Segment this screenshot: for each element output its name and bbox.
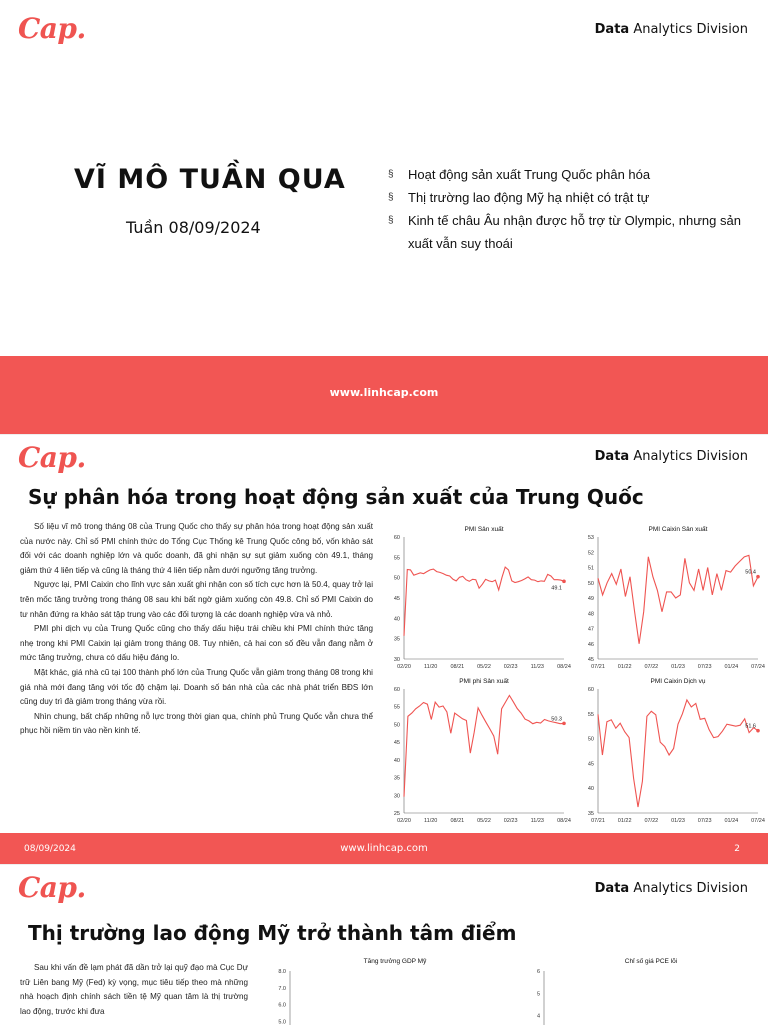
chart-pmi-non-manufacturing	[378, 675, 571, 829]
paragraph: PMI phi dịch vụ của Trung Quốc cũng cho thấy dấu hiệu trái chiều khi PMI chính thức tăng nhẹ trong khi PMI Caixin lại giảm trong tháng 08. Tuy nhiên, cả hai con số đều vẫn đang nằm ở mức tăng trưởng, chưa có dấu hiệu đáng lo.	[20, 624, 373, 663]
section-mark-icon: §	[388, 192, 394, 203]
chart-us-gdp	[256, 955, 506, 1025]
data-label: 50.3	[551, 716, 562, 723]
y-tick-label: 35	[587, 811, 594, 817]
chart-title: PMI Caixin Sản xuất	[648, 526, 708, 533]
x-tick-label: 01/23	[671, 818, 685, 824]
x-tick-label: 07/21	[591, 818, 605, 824]
bullet-item: § Thị trường lao động Mỹ hạ nhiệt có trật tự	[388, 186, 758, 209]
brand-name: Data Analytics Division	[594, 881, 748, 896]
series-line	[404, 695, 564, 796]
cover-bullets	[388, 163, 758, 255]
chart-title: PMI Caixin Dịch vụ	[650, 678, 706, 685]
x-tick-label: 07/24	[751, 818, 765, 824]
chart-title: PMI phi Sản xuất	[459, 678, 509, 685]
x-tick-label: 07/23	[697, 818, 712, 824]
chart-caixin-services	[572, 675, 765, 829]
y-tick-label: 48	[587, 611, 594, 618]
x-tick-label: 01/22	[617, 818, 632, 824]
chart-core-pce	[514, 955, 764, 1025]
page-number: 2	[734, 844, 740, 854]
chart-title: Chỉ số giá PCE lõi	[624, 958, 678, 965]
y-tick-label: 45	[587, 657, 594, 663]
page-footer	[0, 833, 768, 865]
chart-title: PMI Sản xuất	[464, 526, 504, 533]
y-tick-label: 55	[587, 711, 594, 718]
brand-name: Data Analytics Division	[594, 449, 748, 464]
bullet-item: § Hoạt động sản xuất Trung Quốc phân hóa	[388, 163, 758, 186]
y-tick-label: 50	[393, 575, 400, 582]
y-tick-label: 55	[393, 555, 400, 562]
paragraph: Sau khi vấn đề lạm phát đã dần trở lại quỹ đạo mà Cục Dự trữ Liên bang Mỹ (Fed) kỳ vọng, mục tiêu tiếp theo mà những nhà hoạch định chính sách tiền tệ Mỹ quan tâm là thị trường lao động, trước khi đưa	[20, 963, 248, 1016]
cover-title: VĨ MÔ TUẦN QUA	[74, 164, 346, 195]
y-tick-label: 50	[587, 736, 594, 743]
section-title: Thị trường lao động Mỹ trở thành tâm điểm	[28, 921, 517, 945]
y-tick-label: 4	[536, 1013, 540, 1020]
cover-page	[0, 0, 768, 434]
x-tick-label: 02/23	[503, 818, 518, 824]
x-tick-label: 01/23	[671, 664, 685, 670]
data-label: 49.1	[551, 585, 562, 592]
section-mark-icon: §	[388, 169, 394, 180]
y-tick-label: 52	[587, 550, 594, 557]
x-tick-label: 02/23	[503, 664, 518, 670]
y-tick-label: 5	[536, 991, 540, 998]
footer-date: 08/09/2024	[24, 844, 76, 854]
x-tick-label: 08/21	[450, 664, 465, 670]
y-tick-label: 53	[587, 535, 594, 541]
chart-pmi-manufacturing	[378, 523, 571, 675]
y-tick-label: 8.0	[278, 969, 286, 975]
data-label: 50.4	[745, 569, 756, 576]
section-mark-icon: §	[388, 215, 394, 226]
x-tick-label: 02/20	[397, 664, 411, 670]
last-point	[756, 729, 760, 733]
chart-caixin-manufacturing	[572, 523, 765, 675]
y-tick-label: 51	[587, 565, 594, 572]
chart-grid	[256, 955, 768, 1025]
y-tick-label: 49	[587, 596, 594, 602]
last-point	[756, 575, 760, 579]
data-label: 51.6	[745, 723, 756, 730]
x-tick-label: 07/21	[591, 664, 605, 670]
x-tick-label: 07/24	[751, 664, 765, 670]
y-tick-label: 30	[393, 793, 400, 800]
article-body	[20, 520, 373, 739]
paragraph: Ngược lại, PMI Caixin cho lĩnh vực sản xuất ghi nhận con số tích cực hơn là 50.4, quay trở lại trên mốc tăng trưởng trong tháng 08 sau khi bất ngờ giảm xuống còn 49.8. Chỉ số PMI Caixin do tư nhân đứng ra khảo sát tập trung vào các đối tượng là các doanh nghiệp vừa và nhỏ.	[20, 580, 373, 619]
y-tick-label: 6.0	[278, 1002, 286, 1009]
x-tick-label: 01/24	[724, 818, 739, 824]
x-tick-label: 11/23	[530, 664, 545, 670]
x-tick-label: 05/22	[477, 664, 491, 670]
chart-title: Tăng trưởng GDP Mỹ	[363, 958, 427, 965]
footer-link[interactable]: www.linhcap.com	[340, 843, 428, 854]
x-tick-label: 11/20	[423, 664, 438, 670]
y-tick-label: 30	[393, 657, 400, 663]
y-tick-label: 6	[536, 969, 540, 975]
series-line	[404, 567, 564, 636]
x-tick-label: 07/23	[697, 664, 712, 670]
y-tick-label: 60	[393, 535, 400, 541]
article-body	[20, 961, 248, 1019]
y-tick-label: 55	[393, 704, 400, 711]
series-line	[598, 555, 758, 644]
y-tick-label: 40	[393, 757, 400, 764]
paragraph: Số liệu vĩ mô trong tháng 08 của Trung Quốc cho thấy sự phân hóa trong hoạt động sản xuất của nước này. Chỉ số PMI chính thức do Tổng Cục Thống kê Trung Quốc công bố, vốn khảo sát đối với các doanh nghiệp lớn và quốc doanh, đã ghi nhận sự sụt giảm xuống còn 49.1, tháng giảm thứ 4 liên tiếp và cũng là tháng thứ 4 liên tiếp nằm dưới ngưỡng tăng trưởng.	[20, 522, 373, 575]
y-tick-label: 7.0	[278, 985, 286, 992]
page-us-labor	[0, 864, 768, 1024]
paragraph: Mặt khác, giá nhà cũ tại 100 thành phố lớn của Trung Quốc vẫn giảm trong tháng 08 trong khi giá nhà mới đang tăng với tốc độ chậm lại. Doanh số bán nhà của các nhà phát triển BĐS lớn cũng duy trì đà giảm trong tháng vừa rồi.	[20, 667, 373, 707]
brand-name: Data Analytics Division	[594, 22, 748, 37]
y-tick-label: 47	[587, 626, 594, 633]
y-tick-label: 40	[587, 786, 594, 793]
bullet-item: § Kinh tế châu Âu nhận được hỗ trợ từ Olympic, nhưng sản xuất vẫn suy thoái	[388, 209, 758, 255]
x-tick-label: 07/22	[644, 664, 659, 670]
x-tick-label: 05/22	[477, 818, 491, 824]
y-tick-label: 45	[393, 596, 400, 602]
paragraph: Nhìn chung, bất chấp những nỗ lực trong thời gian qua, chính phủ Trung Quốc vẫn chưa thể phục hồi niềm tin vào nền kinh tế.	[20, 711, 373, 736]
x-tick-label: 08/21	[450, 818, 465, 824]
y-tick-label: 45	[587, 761, 594, 768]
y-tick-label: 50	[393, 722, 400, 729]
y-tick-label: 35	[393, 636, 400, 643]
logo: Cap.	[18, 871, 86, 904]
cover-band	[0, 356, 768, 434]
chart-grid	[378, 523, 765, 831]
website-link[interactable]: www.linhcap.com	[329, 386, 439, 399]
logo: Cap.	[18, 441, 86, 474]
x-tick-label: 08/24	[557, 818, 571, 824]
last-point	[562, 580, 566, 584]
y-tick-label: 35	[393, 775, 400, 782]
page-china-manufacturing	[0, 434, 768, 864]
y-tick-label: 46	[587, 641, 594, 648]
x-tick-label: 01/22	[617, 664, 632, 670]
x-tick-label: 11/20	[423, 818, 438, 824]
cover-week: Tuần 08/09/2024	[126, 218, 261, 237]
y-tick-label: 40	[393, 616, 400, 623]
y-tick-label: 45	[393, 740, 400, 747]
x-tick-label: 08/24	[557, 664, 571, 670]
y-tick-label: 60	[393, 687, 400, 693]
y-tick-label: 5.0	[278, 1019, 286, 1025]
series-line	[598, 700, 758, 807]
logo: Cap.	[18, 12, 86, 45]
x-tick-label: 02/20	[397, 818, 411, 824]
x-tick-label: 01/24	[724, 664, 739, 670]
last-point	[562, 722, 566, 726]
y-tick-label: 25	[393, 811, 400, 817]
x-tick-label: 07/22	[644, 818, 659, 824]
y-tick-label: 60	[587, 687, 594, 693]
x-tick-label: 11/23	[530, 818, 545, 824]
y-tick-label: 50	[587, 580, 594, 587]
section-title: Sự phân hóa trong hoạt động sản xuất của Trung Quốc	[28, 485, 644, 509]
